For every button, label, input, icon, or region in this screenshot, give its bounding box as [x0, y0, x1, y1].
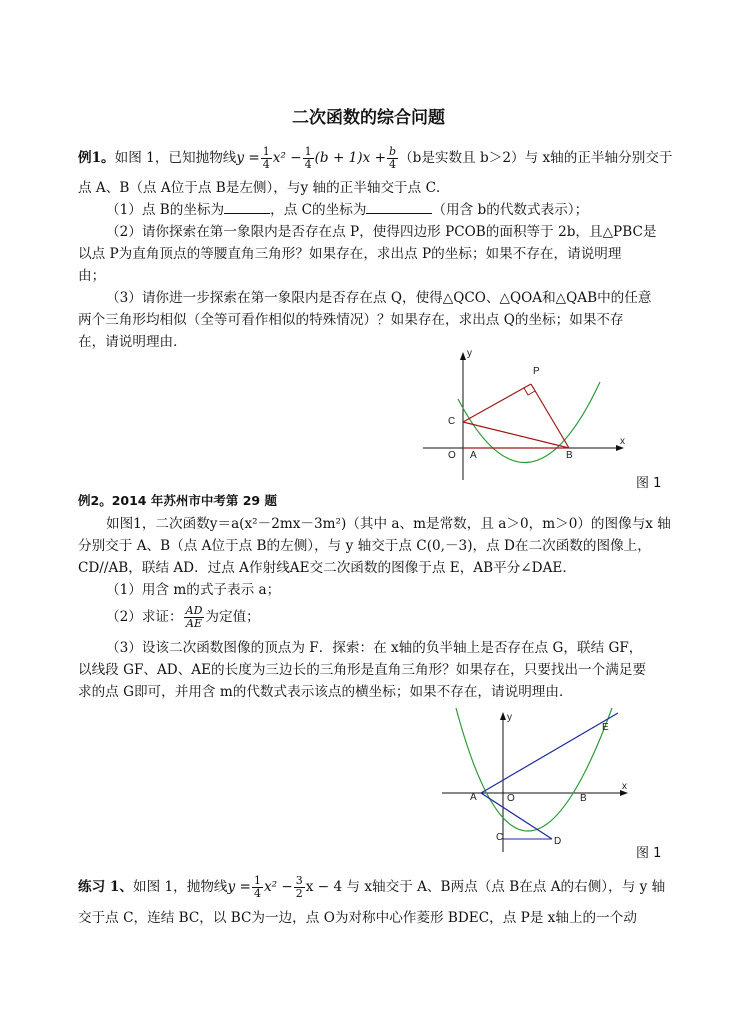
fig1-b-label: B: [566, 450, 573, 461]
fig2-o-label: O: [507, 793, 515, 804]
ex1-figure: [418, 344, 638, 486]
ex2-line-1: 如图1，二次函数y＝a(x²－2mx－3m²)（其中 a、m是常数，且 a＞0，m＞0）的图像与x 轴: [106, 516, 671, 532]
blank-c: [366, 213, 432, 214]
fig2-a-label: A: [470, 792, 477, 803]
ex2-q3-line-2: 以线段 GF、AD、AE的长度为三边长的三角形是直角三角形？如果存在，只要找出一个满足要: [78, 662, 647, 678]
ex1-frac-2: $\frac{1}{4}$: [304, 145, 312, 171]
fig2-x-label: x: [622, 781, 627, 792]
ex1-q1: （1）点 B的坐标为 ，点 C的坐标为 （用含 b的代数式表示）；: [106, 202, 589, 218]
segment-cp: [463, 384, 531, 422]
y-axis-arrow: [460, 352, 466, 360]
ex2-line-3: CD//AB，联结 AD．过点 A作射线AE交二次函数的图像于点 E，AB平分∠DAE．: [78, 560, 576, 576]
ex1-q2-line-3: 由；: [78, 268, 106, 284]
ex1-x2: x² −: [272, 150, 302, 166]
practice-frac-1: $\frac{1}{4}$: [253, 874, 261, 900]
ex2-frac: $\frac{AD}{AE}$: [185, 604, 203, 630]
fig1-a-label: A: [470, 450, 477, 461]
page-title: 二次函数的综合问题: [292, 108, 445, 128]
ex1-frac-3: $\frac{b}{4}$: [389, 145, 397, 171]
fig2-d-label: D: [554, 836, 562, 847]
practice-label: 练习 1、: [78, 879, 133, 895]
segment-ad: [481, 793, 552, 839]
practice-frac-2: $\frac{3}{2}$: [295, 874, 303, 900]
ex1-q3-line-3: 在，请说明理由．: [78, 334, 187, 350]
fig1-p-label: P: [533, 366, 540, 377]
fig2-e-label: E: [602, 722, 609, 733]
practice-line-2: 交于点 C，连结 BC，以 BC为一边，点 O为对称中心作菱形 BDEC，点 P是 x轴上的一个动: [78, 910, 637, 926]
ex1-line-1: [78, 145, 673, 171]
fig2-b-label: B: [580, 793, 587, 804]
ex1-intro-a: 如图 1，已知抛物线: [114, 150, 237, 166]
ex1-intro-b: （b是实数且 b＞2）与 x轴的正半轴分别交于: [399, 150, 673, 166]
ex1-eq-y: y =: [236, 150, 260, 166]
ex2-figure: [436, 706, 636, 856]
ex2-fig-caption: 图 1: [636, 846, 662, 861]
segment-pb: [531, 384, 569, 448]
fig1-y-label: y: [467, 348, 472, 359]
blank-b: [224, 213, 270, 214]
ex2-q2: （2）求证： $\frac{AD}{AE}$ 为定值；: [106, 604, 260, 630]
segment-ae: [481, 713, 618, 793]
ex2-q3-line-1: （3）设该二次函数图像的顶点为 F．探索：在 x轴的负半轴上是否存在点 G，联结 GF，: [106, 640, 643, 656]
fig1-x-label: x: [620, 436, 625, 447]
ex2-q3-line-3: 求的点 G即可，并用含 m的代数式表示该点的横坐标；如果不存在，请说明理由．: [78, 684, 573, 700]
parabola: [456, 708, 612, 831]
ex1-q3-line-2: 两个三角形均相似（全等可看作相似的特殊情况）？如果存在，求出点 Q的坐标；如果不存: [78, 312, 624, 328]
ex1-q3-line-1: （3）请你进一步探索在第一象限内是否存在点 Q，使得△QCO、△QOA和△QAB中的任意: [106, 290, 652, 306]
ex1-mid: (b + 1)x +: [314, 150, 386, 166]
fig2-y-label: y: [507, 712, 512, 723]
ex1-label: 例1。: [78, 150, 115, 166]
fig2-c-label: C: [496, 832, 504, 843]
y-axis-arrow: [500, 712, 506, 720]
ex2-line-2: 分别交于 A、B（点 A位于点 B的左侧），与 y 轴交于点 C(0,－3)，点 D在二次函数的图像上，: [78, 538, 651, 554]
ex1-line-2: 点 A、B（点 A位于点 B是左侧），与y 轴的正半轴交于点 C．: [78, 180, 450, 196]
ex2-q1: （1）用含 m的式子表示 a；: [106, 582, 281, 598]
fig1-c-label: C: [448, 416, 456, 427]
ex1-frac-1: $\frac{1}{4}$: [262, 145, 270, 171]
fig1-o-label: O: [448, 450, 456, 461]
ex2-header: 例2。2014 年苏州市中考第 29 题: [78, 493, 277, 508]
ex1-q2-line-2: 以点 P为直角顶点的等腰直角三角形？如果存在，求出点 P的坐标；如果不存在，请说明理: [78, 246, 622, 262]
practice-line-1: 练习 1、如图 1，抛物线y = $\frac{1}{4}$ x² − $\frac{3}{2}$ x − 4 与 x轴交于 A、B两点（点 B在点 A的右侧），与 y 轴: [78, 874, 666, 900]
ex1-fig-caption: 图 1: [636, 476, 662, 491]
ex1-q2-line-1: （2）请你探索在第一象限内是否存在点 P，使得四边形 PCOB的面积等于 2b，且△PBC是: [106, 224, 657, 240]
segment-cb: [463, 422, 569, 448]
